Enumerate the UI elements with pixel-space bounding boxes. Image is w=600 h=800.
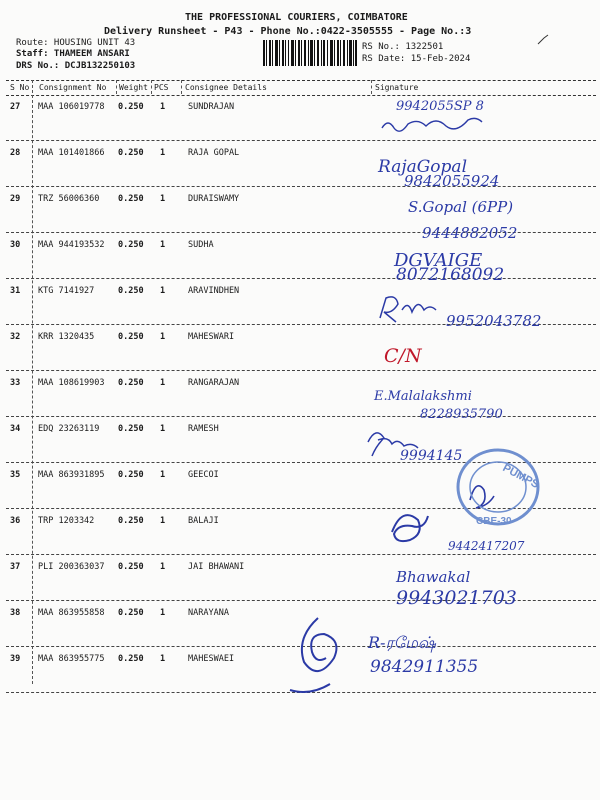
row-consignment: MAA 863955775: [38, 654, 105, 664]
row-pcs: 1: [160, 240, 166, 250]
col-header-consignee: Consignee Details: [185, 83, 267, 92]
row-consignment: MAA 108619903: [38, 378, 105, 388]
row-sno: 32: [10, 332, 21, 342]
row-sno: 27: [10, 102, 21, 112]
signature-scribble: 9942055SP 8: [396, 99, 484, 114]
sig-phone: 9842055924: [404, 172, 500, 190]
row-consignment: MAA 863931895: [38, 470, 105, 480]
row-consignee: MAHESWARI: [188, 332, 235, 342]
row-weight: 0.250: [118, 470, 144, 480]
row-pcs: 1: [160, 608, 166, 618]
row-weight: 0.250: [118, 102, 144, 112]
row-pcs: 1: [160, 562, 166, 572]
row-pcs: 1: [160, 194, 166, 204]
row-weight: 0.250: [118, 424, 144, 434]
table-row: [6, 554, 596, 601]
row-consignment: MAA 863955858: [38, 608, 105, 618]
table-row: [6, 186, 596, 233]
row-sno: 33: [10, 378, 21, 388]
sig-phone: 9442417207: [448, 539, 525, 553]
row-weight: 0.250: [118, 240, 144, 250]
sig-phone: 9994145: [400, 448, 463, 464]
row-weight: 0.250: [118, 286, 144, 296]
row-pcs: 1: [160, 470, 166, 480]
table-row: [6, 508, 596, 555]
stamp-text: PUMPS: [500, 462, 541, 492]
row-pcs: 1: [160, 516, 166, 526]
row-consignment: TRZ 56006360: [38, 194, 100, 204]
table-row: [6, 278, 596, 325]
row-consignment: TRP 1203342: [38, 516, 95, 526]
route-label: Route: HOUSING UNIT 43: [16, 38, 136, 48]
sig-phone: 9842911355: [370, 657, 479, 677]
sig-phone: 8228935790: [420, 407, 503, 422]
row-consignee: SUDHA: [188, 240, 214, 250]
stamp-sub: CBE-30: [476, 516, 512, 527]
col-header-weight: Weight: [119, 83, 148, 92]
row-pcs: 1: [160, 332, 166, 342]
row-consignee: RAJA GOPAL: [188, 148, 240, 158]
row-weight: 0.250: [118, 378, 144, 388]
row-consignee: NARAYANA: [188, 608, 229, 618]
table-row: [6, 416, 596, 463]
col-header-signature: Signature: [375, 83, 419, 92]
row-sno: 34: [10, 424, 21, 434]
table-row: [6, 646, 596, 693]
row-weight: 0.250: [118, 562, 144, 572]
column-divider: [181, 80, 182, 94]
column-divider: [116, 80, 117, 94]
row-consignee: DURAISWAMY: [188, 194, 240, 204]
sig-name: R-ரமேஷ்: [368, 633, 436, 652]
row-sno: 37: [10, 562, 21, 572]
row-consignment: EDQ 23263119: [38, 424, 100, 434]
sig-name: S.Gopal (6PP): [408, 198, 514, 216]
sig-phone: 9943021703: [396, 587, 517, 609]
row-weight: 0.250: [118, 654, 144, 664]
sig-name: Bhawakal: [396, 568, 471, 586]
row-consignee: BALAJI: [188, 516, 219, 526]
sig-name: E.Malalakshmi: [374, 389, 472, 404]
row-consignee: MAHESWAEI: [188, 654, 235, 664]
row-consignee: ARAVINDHEN: [188, 286, 240, 296]
staff-label: Staff: THAMEEM ANSARI: [16, 49, 130, 59]
row-consignment: KTG 7141927: [38, 286, 95, 296]
sig-mark-red: C/N: [384, 345, 422, 367]
row-weight: 0.250: [118, 148, 144, 158]
row-consignee: GEECOI: [188, 470, 219, 480]
drs-number: DRS No.: DCJB132250103: [16, 61, 136, 71]
row-consignment: KRR 1320435: [38, 332, 95, 342]
table-row: [6, 324, 596, 371]
corner-tick-mark: [536, 34, 550, 46]
row-consignment: PLI 200363037: [38, 562, 105, 572]
row-consignment: MAA 106019778: [38, 102, 105, 112]
row-consignee: JAI BHAWANI: [188, 562, 245, 572]
col-header-pcs: PCS: [154, 83, 169, 92]
row-consignment: MAA 944193532: [38, 240, 105, 250]
row-sno: 38: [10, 608, 21, 618]
column-divider: [151, 80, 152, 94]
sig-phone: 9952043782: [446, 312, 542, 330]
col-header-consignment: Consignment No: [39, 83, 107, 92]
row-consignee: RANGARAJAN: [188, 378, 240, 388]
table-row: [6, 94, 596, 141]
table-row: [6, 600, 596, 647]
rs-number: RS No.: 1322501: [362, 42, 444, 52]
row-consignment: MAA 101401866: [38, 148, 105, 158]
table-row: [6, 370, 596, 417]
table-row: [6, 232, 596, 279]
runsheet-title: Delivery Runsheet - P43 - Phone No.:0422-3505555 - Page No.:3: [104, 26, 472, 37]
row-weight: 0.250: [118, 332, 144, 342]
row-weight: 0.250: [118, 608, 144, 618]
sig-name: RajaGopal: [378, 157, 468, 177]
row-sno: 28: [10, 148, 21, 158]
row-pcs: 1: [160, 654, 166, 664]
table-row: [6, 140, 596, 187]
row-weight: 0.250: [118, 516, 144, 526]
sig-phone: 8072168092: [396, 265, 505, 285]
row-sno: 30: [10, 240, 21, 250]
row-sno: 31: [10, 286, 21, 296]
row-sno: 36: [10, 516, 21, 526]
sig-name: DGVAIGE: [394, 250, 483, 271]
sig-phone: 9444882052: [422, 224, 518, 242]
row-consignee: SUNDRAJAN: [188, 102, 235, 112]
row-pcs: 1: [160, 286, 166, 296]
table-row: [6, 462, 596, 509]
barcode-image: [263, 40, 357, 66]
col-header-sno: S No: [10, 83, 30, 92]
row-pcs: 1: [160, 378, 166, 388]
row-sno: 29: [10, 194, 21, 204]
row-pcs: 1: [160, 102, 166, 112]
row-consignee: RAMESH: [188, 424, 219, 434]
row-pcs: 1: [160, 148, 166, 158]
column-divider: [371, 80, 372, 94]
row-weight: 0.250: [118, 194, 144, 204]
rs-date: RS Date: 15-Feb-2024: [362, 54, 471, 64]
row-sno: 39: [10, 654, 21, 664]
row-sno: 35: [10, 470, 21, 480]
row-pcs: 1: [160, 424, 166, 434]
company-title: THE PROFESSIONAL COURIERS, COIMBATORE: [185, 12, 408, 23]
